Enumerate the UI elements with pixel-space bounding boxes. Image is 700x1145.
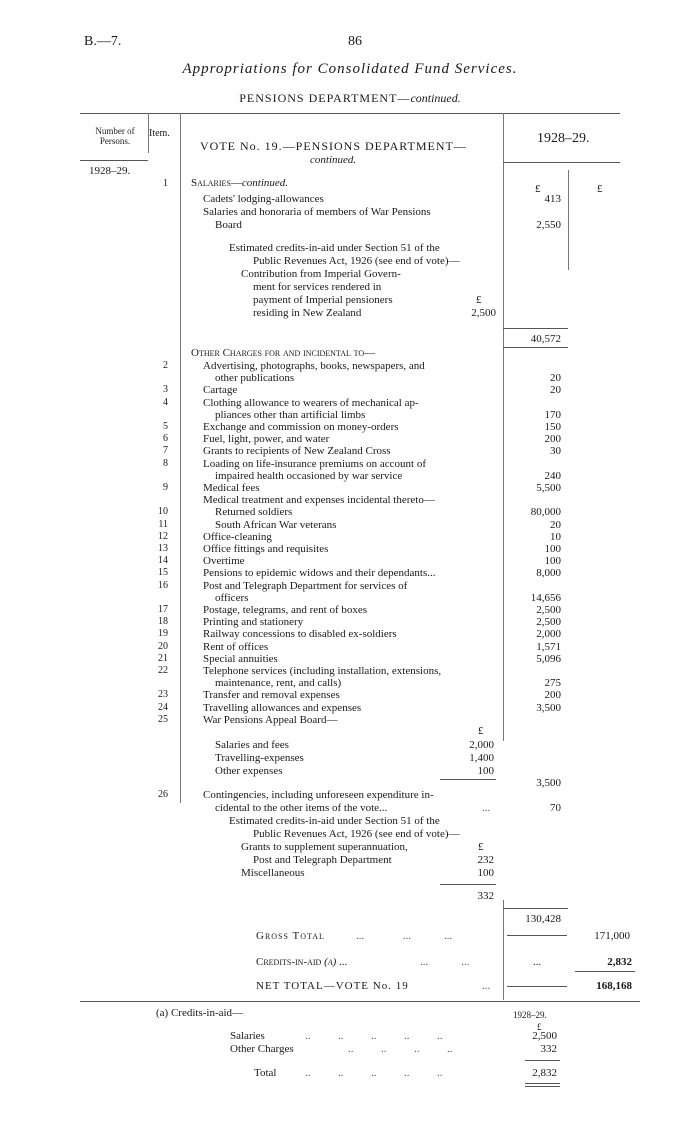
gross-total-value: 171,000: [594, 930, 630, 942]
sub-total: 130,428: [525, 913, 561, 925]
line-label: Railway concessions to disabled ex-soldiers: [203, 628, 397, 640]
line-label: impaired health occasioned by war service: [215, 470, 403, 482]
line-value: 20: [550, 519, 561, 531]
line-value: 1,400: [469, 752, 494, 764]
credits-note: Estimated credits-in-aid under Section 51 of the: [229, 242, 440, 254]
footnote-row-value: 332: [540, 1043, 557, 1055]
line-value: 2,000: [469, 739, 494, 751]
sum-rule: [440, 779, 496, 780]
col-rule: [568, 170, 569, 270]
line-label: Contingencies, including unforeseen expenditure in-: [203, 789, 434, 801]
persons-year: 1928–29.: [89, 165, 131, 177]
page-code: B.—7.: [84, 34, 122, 49]
line-value: 170: [544, 409, 561, 421]
dept-title: PENSIONS DEPARTMENT—continued.: [239, 91, 461, 105]
net-total-label: NET TOTAL—VOTE No. 19: [256, 980, 409, 992]
credits-in-aid-label: Credits-in-aid (a) ...: [256, 956, 348, 968]
header-rule: [503, 162, 620, 163]
credits-blank: ...: [533, 956, 542, 968]
main-title: Appropriations for Consolidated Fund Services.: [182, 61, 518, 77]
line-value: 2,500: [536, 616, 561, 628]
item-number: 3: [163, 384, 168, 395]
item-number: 23: [158, 689, 168, 700]
vote-title-continued: continued.: [310, 154, 357, 166]
year-header: 1928–29.: [537, 131, 590, 146]
item-number: 6: [163, 433, 168, 444]
line-value: 2,550: [536, 219, 561, 231]
line-label: War Pensions Appeal Board—: [203, 714, 338, 726]
line-label: Medical treatment and expenses incidental thereto—: [203, 494, 435, 506]
leader-dots: ...: [482, 980, 491, 992]
footnote-year: 1928–29.: [513, 1010, 547, 1020]
line-value: 20: [550, 384, 561, 396]
leader-dots: ... ... ...: [356, 930, 453, 942]
footnote-total-label: Total: [254, 1067, 277, 1079]
line-label: Post and Telegraph Department for services of: [203, 580, 408, 592]
footnote-row-value: 2,500: [532, 1030, 557, 1042]
leader-dots: ...: [482, 802, 491, 814]
line-label: Travelling allowances and expenses: [203, 702, 362, 714]
line-value: 70: [550, 802, 561, 814]
item-number: 24: [158, 702, 168, 713]
salaries-total: 40,572: [530, 333, 561, 345]
line-value: 10: [550, 531, 561, 543]
item-number: 25: [158, 714, 168, 725]
item-number: 22: [158, 665, 168, 676]
line-value: 413: [544, 193, 561, 205]
line-value: 100: [477, 765, 494, 777]
item-number: 5: [163, 421, 168, 432]
line-label: Pensions to epidemic widows and their dependants...: [203, 567, 436, 579]
line-label: Grants to recipients of New Zealand Cross: [203, 445, 391, 457]
item-number: 4: [163, 397, 168, 408]
other-charges-heading: Other Charges for and incidental to—: [191, 347, 376, 359]
line-label: Fuel, light, power, and water: [203, 433, 330, 445]
credits-note: Contribution from Imperial Govern-: [241, 268, 401, 280]
credits-value: 2,500: [471, 307, 496, 319]
line-value: 8,000: [536, 567, 561, 579]
line-label: Travelling-expenses: [215, 752, 304, 764]
sum-rule: [440, 884, 496, 885]
line-value: 2,500: [536, 604, 561, 616]
col-rule: [180, 113, 181, 803]
pound-sign: £: [478, 725, 484, 737]
line-label: Board: [215, 219, 242, 231]
sum-rule: [525, 1060, 560, 1061]
line-value: 150: [544, 421, 561, 433]
header-rule: [80, 160, 148, 161]
item-number: 9: [163, 482, 168, 493]
line-value: 2,000: [536, 628, 561, 640]
line-label: Returned soldiers: [215, 506, 293, 518]
line-value: 5,096: [536, 653, 561, 665]
line-value: 5,500: [536, 482, 561, 494]
item-number: 7: [163, 445, 168, 456]
item-number: 12: [158, 531, 168, 542]
line-label: Loading on life-insurance premiums on account of: [203, 458, 426, 470]
line-label: officers: [215, 592, 249, 604]
line-label: Exchange and commission on money-orders: [203, 421, 399, 433]
table-top-rule: [80, 113, 620, 114]
credits-note: Public Revenues Act, 1926 (see end of vote)—: [253, 828, 460, 840]
item-number: 20: [158, 641, 168, 652]
item-number: 2: [163, 360, 168, 371]
line-value: 20: [550, 372, 561, 384]
gross-total-label: Gross Total: [256, 930, 325, 942]
line-label: Rent of offices: [203, 641, 269, 653]
line-value: 100: [544, 555, 561, 567]
subtotal-rule: [503, 328, 568, 329]
credits-note: Public Revenues Act, 1926 (see end of vote)—: [253, 255, 460, 267]
line-label: Office-cleaning: [203, 531, 272, 543]
credits-value: 232: [477, 854, 494, 866]
item-number: 17: [158, 604, 168, 615]
credits-value: 100: [477, 867, 494, 879]
item-number: 8: [163, 458, 168, 469]
line-label: cidental to the other items of the vote...: [215, 802, 388, 814]
line-label: Telephone services (including installation, extensions,: [203, 665, 442, 677]
line-label: Printing and stationery: [203, 616, 304, 628]
item-number: 19: [158, 628, 168, 639]
table-bottom-rule: [80, 1001, 640, 1002]
line-label: South African War veterans: [215, 519, 337, 531]
subtotal-rule: [503, 908, 568, 909]
salaries-heading: Salaries—continued.: [191, 177, 289, 189]
pound-sign: £: [478, 841, 484, 853]
subtotal-rule: [503, 347, 568, 348]
line-label: Medical fees: [203, 482, 260, 494]
item-number: 13: [158, 543, 168, 554]
item-header: Item.: [149, 128, 170, 139]
line-label: Advertising, photographs, books, newspapers, and: [203, 360, 425, 372]
leader-dots: .. .. .. .. ..: [305, 1030, 443, 1042]
footnote-row-label: Other Charges: [230, 1043, 294, 1055]
item-number: 26: [158, 789, 168, 800]
line-label: Transfer and removal expenses: [203, 689, 340, 701]
line-value: 200: [544, 689, 561, 701]
line-label: Clothing allowance to wearers of mechanical ap-: [203, 397, 419, 409]
line-label: Special annuities: [203, 653, 278, 665]
item-number: 10: [158, 506, 168, 517]
item-number: 1: [163, 178, 168, 189]
line-value: 1,571: [536, 641, 561, 653]
credits-note: payment of Imperial pensioners: [253, 294, 393, 306]
item-number: 21: [158, 653, 168, 664]
footnote-row-label: Salaries: [230, 1030, 265, 1042]
pound-sign: £: [535, 183, 541, 195]
leader-dots: .. .. .. .. ..: [305, 1067, 443, 1079]
item-number: 11: [158, 519, 168, 530]
number-of-persons-header: Number of Persons.: [95, 126, 135, 146]
line-label: Office fittings and requisites: [203, 543, 329, 555]
leader-dots: ... ...: [420, 956, 470, 968]
line-label: Salaries and honoraria of members of War Pensions: [203, 206, 431, 218]
credits-note: Grants to supplement superannuation,: [241, 841, 408, 853]
pound-sign: £: [537, 1022, 542, 1032]
credits-note: Estimated credits-in-aid under Section 51 of the: [229, 815, 440, 827]
item-number: 14: [158, 555, 168, 566]
line-value: 14,656: [530, 592, 561, 604]
credits-note: Post and Telegraph Department: [253, 854, 392, 866]
credits-in-aid-value: 2,832: [607, 956, 632, 968]
line-value: 100: [544, 543, 561, 555]
credits-note: residing in New Zealand: [253, 307, 362, 319]
net-total-value: 168,168: [596, 980, 632, 992]
line-value: 3,500: [536, 702, 561, 714]
line-value: 240: [544, 470, 561, 482]
total-rule: [575, 971, 635, 972]
line-label: maintenance, rent, and calls): [215, 677, 342, 689]
line-label: other publications: [215, 372, 295, 384]
total-rule: [507, 986, 567, 987]
credits-note: ment for services rendered in: [253, 281, 382, 293]
footnote-label: (a) Credits-in-aid—: [156, 1007, 244, 1019]
page-number: 86: [348, 34, 362, 49]
double-rule: [525, 1086, 560, 1087]
line-value: 275: [544, 677, 561, 689]
line-value: 30: [550, 445, 561, 457]
line-label: Cartage: [203, 384, 238, 396]
appeal-board-total: 3,500: [536, 777, 561, 789]
line-value: 200: [544, 433, 561, 445]
line-label: Cadets' lodging-allowances: [203, 193, 324, 205]
line-label: Overtime: [203, 555, 245, 567]
line-label: Other expenses: [215, 765, 283, 777]
line-label: Postage, telegrams, and rent of boxes: [203, 604, 368, 616]
total-rule: [507, 935, 567, 936]
item-number: 16: [158, 580, 168, 591]
vote-title: VOTE No. 19.—PENSIONS DEPARTMENT—: [200, 139, 467, 153]
line-value: 80,000: [530, 506, 561, 518]
credits-note: Miscellaneous: [241, 867, 305, 879]
double-rule: [525, 1083, 560, 1084]
line-label: Salaries and fees: [215, 739, 289, 751]
credits-total: 332: [477, 890, 494, 902]
pound-sign: £: [476, 294, 482, 306]
line-label: pliances other than artificial limbs: [215, 409, 366, 421]
item-number: 15: [158, 567, 168, 578]
footnote-total-value: 2,832: [532, 1067, 557, 1079]
item-number: 18: [158, 616, 168, 627]
pound-sign: £: [597, 183, 603, 195]
leader-dots: .. .. .. ..: [348, 1043, 453, 1055]
